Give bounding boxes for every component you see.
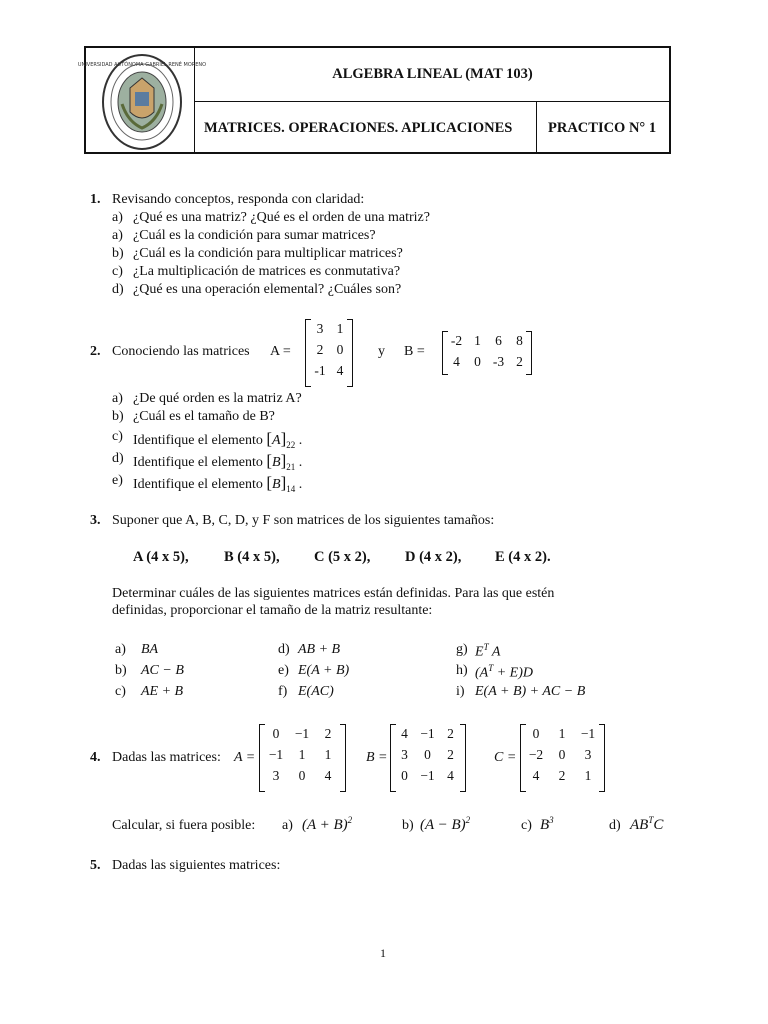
q3-col1-expression	[141, 663, 184, 679]
q4-calc-expression	[540, 815, 554, 834]
q2-period: .	[295, 477, 303, 492]
q4-matrix-a-cell: 3	[272, 768, 280, 783]
q4-calc-expr-main: B	[540, 817, 550, 833]
q2-matrix-b-cell: 6	[495, 333, 502, 348]
q4-matrix-b-cell: 4	[447, 768, 454, 783]
q2-item-text	[133, 409, 275, 425]
q3-col3-expr-main: E(A + B) + AC − B	[475, 684, 586, 699]
q2-item-text	[133, 451, 302, 472]
q3-col3-label: i)	[456, 684, 465, 699]
q3-col1-expr-main: AE + B	[141, 684, 184, 699]
q4-matrix-c-right-bracket	[599, 724, 605, 792]
q2-item-label: e)	[112, 473, 123, 488]
university-seal-logo	[77, 52, 207, 152]
q3-col3-expr-sup: T	[483, 642, 489, 652]
q4-calc-label: a)	[282, 818, 293, 833]
q4-matrix-b-cell: 0	[424, 747, 431, 762]
q3-col2-label: f)	[278, 684, 288, 699]
q2-element-symbol: B	[272, 455, 281, 470]
q4-matrix-c-cell: 1	[558, 726, 566, 741]
practice-number: PRACTICO N° 1	[548, 120, 657, 136]
q4-matrix-a-right-bracket	[340, 724, 346, 792]
q3-col3-expr-main: (A	[475, 665, 489, 681]
q2-matrix-b-cell: 4	[453, 354, 460, 369]
q2-period: .	[295, 433, 303, 448]
q2-matrix-a-cell: 0	[336, 342, 344, 357]
q4-matrix-a-cell: 0	[272, 726, 280, 741]
q2-matrix-b-cell: 1	[474, 333, 481, 348]
q4-matrix-b-cell: 4	[401, 726, 408, 741]
q3-col3-expression	[475, 684, 585, 700]
q3-col2-expression	[298, 642, 340, 658]
q4-matrix-c-label: C =	[494, 750, 517, 765]
q4-calc-expression	[302, 815, 352, 834]
q2-connector: y	[378, 344, 385, 359]
q3-paragraph-line2: definidas, proporcionar el tamaño de la matriz resultante:	[112, 603, 433, 618]
q2-bracket-open: [	[266, 429, 273, 448]
q2-matrix-a-right-bracket	[347, 319, 353, 387]
q4-matrix-a-cell: 4	[324, 768, 332, 783]
q4-matrix-b-cell: 0	[401, 768, 408, 783]
q4-calc-expr-sup: T	[648, 815, 654, 825]
q1-item-text: ¿Qué es una operación elemental? ¿Cuáles son?	[133, 282, 402, 297]
q4-calc-label: d)	[609, 818, 621, 833]
q4-matrix-c-cell: 4	[532, 768, 540, 783]
q3-col2-label: e)	[278, 663, 289, 678]
q2-bracket-close: ]	[280, 473, 287, 492]
q2-number: 2.	[90, 344, 101, 359]
q3-size-item: A (4 x 5),	[133, 549, 189, 565]
q2-matrix-a	[310, 321, 350, 379]
q1-item-label: a)	[112, 210, 123, 225]
q3-col2-expr-main: E(AC)	[298, 684, 334, 699]
q3-col3-expr-sup: T	[488, 663, 494, 673]
q2-matrix-b-cell: 2	[516, 354, 523, 369]
q2-element-index: 21	[286, 461, 296, 472]
q2-bracket-open: [	[266, 473, 273, 492]
q2-matrix-b	[446, 333, 530, 370]
q4-matrix-a	[263, 726, 341, 784]
q3-col2-expr-main: E(A + B)	[298, 663, 350, 678]
q4-matrix-b	[393, 726, 462, 784]
q4-calc-expr-tail: C	[653, 817, 664, 833]
course-title: ALGEBRA LINEAL (MAT 103)	[332, 66, 533, 82]
q2-matrix-a-cell: 4	[336, 363, 344, 378]
q3-col3-expression	[475, 663, 533, 682]
q4-matrix-b-cell: 2	[447, 726, 454, 741]
q2-intro: Conociendo las matrices	[112, 344, 250, 359]
header-divider-horizontal	[194, 101, 671, 102]
q3-col3-label: h)	[456, 663, 468, 678]
q4-matrix-a-label: A =	[234, 750, 256, 765]
q4-matrix-a-cell: 1	[298, 747, 306, 762]
q2-element-index: 22	[286, 439, 296, 450]
q2-item-text	[133, 429, 302, 450]
q4-matrix-a-cell: 2	[324, 726, 332, 741]
q3-col3-expr-tail: A	[488, 644, 501, 660]
q2-matrix-b-cell: 0	[474, 354, 481, 369]
q2-item-label: b)	[112, 409, 124, 424]
q2-matrix-b-right-bracket	[526, 331, 532, 375]
q4-matrix-b-right-bracket	[460, 724, 466, 792]
q2-item-text	[133, 473, 302, 494]
header-divider-practice	[536, 101, 537, 154]
q2-matrix-a-cell: 3	[316, 321, 324, 336]
topic-title: MATRICES. OPERACIONES. APLICACIONES	[204, 120, 513, 136]
q2-item-phrase: Identifique el elemento	[133, 455, 267, 470]
q4-calc-expr-sup: 2	[347, 815, 353, 825]
q4-matrix-c-cell: 3	[584, 747, 592, 762]
q4-calc-expr-sup: 2	[465, 815, 471, 825]
q4-intro: Dadas las matrices:	[112, 750, 221, 765]
q2-item-phrase: Identifique el elemento	[133, 477, 267, 492]
q3-col1-label: c)	[115, 684, 126, 699]
q1-item-text: ¿Cuál es la condición para multiplicar matrices?	[133, 246, 403, 261]
q1-item-label: d)	[112, 282, 124, 297]
q1-item-text: ¿Cuál es la condición para sumar matrices?	[133, 228, 376, 243]
q3-col1-label: a)	[115, 642, 126, 657]
q4-calc-expr-main: (A − B)	[420, 817, 466, 833]
q4-matrix-c-cell: 0	[532, 726, 540, 741]
q2-matrix-a-cell: -1	[314, 363, 326, 378]
q4-calc-expression	[420, 815, 470, 834]
q3-col1-label: b)	[115, 663, 127, 678]
seal-text: UNIVERSIDAD AUTÓNOMA GABRIEL RENÉ MORENO	[77, 62, 207, 68]
q3-col1-expression	[141, 684, 183, 700]
q4-calc-label: c)	[521, 818, 532, 833]
q4-calc-label: b)	[402, 818, 414, 833]
q4-calc-expr-main: (A + B)	[302, 817, 348, 833]
q4-matrix-b-label: B =	[366, 750, 388, 765]
q1-item-label: c)	[112, 264, 123, 279]
q3-paragraph-line1: Determinar cuáles de las siguientes matrices están definidas. Para las que estén	[112, 586, 555, 601]
q4-calc-expression	[630, 815, 663, 834]
q2-period: .	[295, 455, 303, 470]
q3-col2-expression	[298, 663, 349, 679]
q3-col1-expr-main: AC − B	[141, 663, 184, 678]
q1-item-text: ¿La multiplicación de matrices es conmutativa?	[133, 264, 401, 279]
q4-matrix-b-cell: −1	[420, 726, 435, 741]
q2-item-text	[133, 391, 302, 407]
q3-col2-expr-main: AB + B	[298, 642, 341, 657]
q3-col3-expr-main: E	[475, 644, 484, 660]
q2-element-index: 14	[286, 483, 296, 494]
q4-matrix-c-cell: 0	[558, 747, 566, 762]
q4-matrix-a-cell: 1	[324, 747, 332, 762]
q4-matrix-c-cell: 1	[584, 768, 592, 783]
q2-item-label: c)	[112, 429, 123, 444]
q2-item-label: a)	[112, 391, 123, 406]
q2-bracket-open: [	[266, 451, 273, 470]
q3-size-item: E (4 x 2).	[495, 549, 551, 565]
q4-matrix-c-cell: 2	[558, 768, 566, 783]
q4-matrix-a-cell: −1	[268, 747, 284, 762]
q2-matrix-b-cell: -3	[492, 354, 505, 369]
q2-matrix-a-label: A =	[270, 344, 291, 359]
page-number: 1	[380, 946, 386, 960]
q2-element-symbol: B	[272, 477, 281, 492]
q3-col1-expr-main: BA	[141, 642, 159, 657]
q1-number: 1.	[90, 192, 101, 207]
q2-bracket-close: ]	[280, 429, 287, 448]
q4-matrix-c-cell: −2	[528, 747, 544, 762]
q3-size-item: C (5 x 2),	[314, 549, 371, 565]
q4-matrix-b-cell: 2	[447, 747, 454, 762]
q4-matrix-c	[523, 726, 601, 784]
q4-matrix-c-cell: −1	[580, 726, 596, 741]
q4-number: 4.	[90, 750, 101, 765]
q3-col2-expression	[298, 684, 334, 700]
q2-matrix-b-cell: 8	[516, 333, 523, 348]
q2-bracket-close: ]	[280, 451, 287, 470]
q5-number: 5.	[90, 858, 101, 873]
q4-matrix-a-cell: 0	[298, 768, 306, 783]
q3-col2-label: d)	[278, 642, 290, 657]
q2-matrix-b-label: B =	[404, 344, 425, 359]
q2-item-phrase: ¿Cuál es el tamaño de B?	[133, 409, 275, 424]
q2-element-symbol: A	[272, 433, 281, 448]
q2-matrix-b-cell: -2	[450, 333, 463, 348]
q2-matrix-a-cell: 2	[316, 342, 324, 357]
q2-item-label: d)	[112, 451, 124, 466]
q4-matrix-b-cell: 3	[401, 747, 408, 762]
q3-col3-label: g)	[456, 642, 468, 657]
q3-intro: Suponer que A, B, C, D, y F son matrices de los siguientes tamaños:	[112, 513, 495, 528]
q3-col3-expr-tail: + E)D	[493, 665, 534, 681]
q2-matrix-a-cell: 1	[336, 321, 344, 336]
q2-item-phrase: Identifique el elemento	[133, 433, 267, 448]
q3-number: 3.	[90, 513, 101, 528]
q1-intro: Revisando conceptos, responda con claridad:	[112, 192, 365, 207]
q1-item-text: ¿Qué es una matriz? ¿Qué es el orden de una matriz?	[133, 210, 430, 225]
q5-intro: Dadas las siguientes matrices:	[112, 858, 281, 873]
q4-calc-expr-main: AB	[630, 817, 649, 833]
q2-item-phrase: ¿De qué orden es la matriz A?	[133, 391, 302, 406]
q3-col1-expression	[141, 642, 158, 658]
q4-matrix-a-cell: −1	[294, 726, 310, 741]
q3-size-item: B (4 x 5),	[224, 549, 280, 565]
q3-size-item: D (4 x 2),	[405, 549, 462, 565]
q1-item-label: a)	[112, 228, 123, 243]
q4-calc-expr-sup: 3	[549, 815, 554, 825]
q4-matrix-b-cell: −1	[420, 768, 435, 783]
q3-col3-expression	[475, 642, 500, 661]
q4-calc-intro: Calcular, si fuera posible:	[112, 818, 256, 833]
q1-item-label: b)	[112, 246, 124, 261]
